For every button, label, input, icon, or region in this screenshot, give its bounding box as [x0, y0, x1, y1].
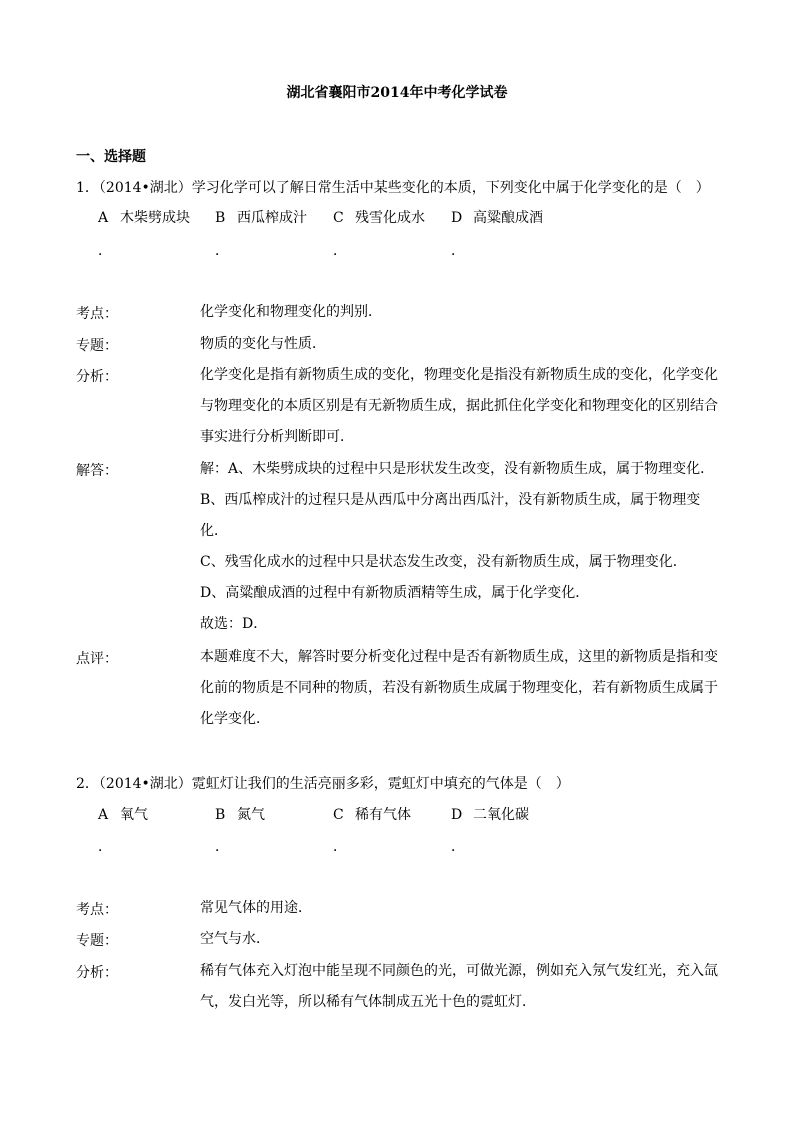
dianping-line: 本题难度不大，解答时要分析变化过程中是否有新物质生成，这里的新物质是指和变 — [200, 649, 718, 665]
fenxi-label: 分析： — [76, 369, 118, 385]
kaodian-label: 考点： — [76, 902, 118, 918]
option-letter: C — [333, 210, 344, 226]
question-2-option-c[interactable] — [333, 804, 411, 824]
option-letter: D — [451, 210, 463, 226]
zhuanti-content: 物质的变化与性质． — [200, 336, 326, 352]
option-letter: B — [215, 807, 226, 823]
fenxi-line: 与物理变化的本质区别是有无新物质生成，据此抓住化学变化和物理变化的区别结合 — [200, 398, 718, 414]
option-letter: A — [98, 807, 109, 823]
option-text: 氧气 — [120, 807, 148, 823]
question-2-option-a[interactable] — [98, 804, 148, 824]
option-dot: ． — [333, 839, 347, 855]
option-dot: ． — [215, 243, 229, 259]
option-dot: ． — [98, 839, 112, 855]
section-heading: 一、选择题 — [76, 149, 146, 165]
fenxi-line: 稀有气体充入灯泡中能呈现不同颜色的光，可做光源，例如充入氖气发红光，充入氙 — [200, 963, 718, 979]
option-letter: C — [333, 807, 344, 823]
jieda-line: 故选：D． — [200, 616, 268, 632]
option-letter: A — [98, 210, 109, 226]
option-text: 二氧化碳 — [473, 807, 529, 823]
option-text: 残雪化成水 — [355, 210, 425, 226]
kaodian-content: 化学变化和物理变化的判别． — [200, 304, 382, 320]
fenxi-content — [200, 360, 720, 453]
option-text: 木柴劈成块 — [120, 210, 190, 226]
zhuanti-label: 专题： — [76, 933, 118, 949]
option-dot: ． — [333, 243, 347, 259]
question-1-option-b[interactable] — [215, 207, 307, 227]
jieda-line: D、高粱酿成酒的过程中有新物质酒精等生成，属于化学变化． — [200, 585, 590, 601]
question-2-option-d[interactable] — [451, 804, 529, 824]
option-dot: ． — [451, 243, 465, 259]
zhuanti-content: 空气与水． — [200, 931, 270, 947]
jieda-line: 化． — [200, 523, 228, 539]
dianping-label: 点评： — [76, 651, 118, 667]
option-text: 稀有气体 — [355, 807, 411, 823]
option-text: 西瓜榨成汁 — [237, 210, 307, 226]
page-title: 湖北省襄阳市2014年中考化学试卷 — [286, 85, 508, 101]
fenxi-label: 分析： — [76, 965, 118, 981]
jieda-line: 解：A、木柴劈成块的过程中只是形状发生改变，没有新物质生成，属于物理变化． — [200, 461, 715, 477]
fenxi-line: 事实进行分析判断即可． — [200, 429, 354, 445]
fenxi-line: 气，发白光等，所以稀有气体制成五光十色的霓虹灯． — [200, 994, 536, 1010]
option-letter: B — [215, 210, 226, 226]
dianping-line: 化前的物质是不同种的物质，若没有新物质生成属于物理变化，若有新物质生成属于 — [200, 680, 718, 696]
kaodian-label: 考点： — [76, 306, 118, 322]
question-1-option-d[interactable] — [451, 207, 543, 227]
option-text: 高粱酿成酒 — [473, 210, 543, 226]
zhuanti-label: 专题： — [76, 338, 118, 354]
question-1-stem: 1．（2014•湖北）学习化学可以了解日常生活中某些变化的本质，下列变化中属于化学变化的是（ ） — [76, 180, 710, 196]
option-letter: D — [451, 807, 463, 823]
question-1-option-c[interactable] — [333, 207, 425, 227]
question-2-stem: 2．（2014•湖北）霓虹灯让我们的生活亮丽多彩，霓虹灯中填充的气体是（ ） — [76, 776, 570, 792]
option-text: 氮气 — [237, 807, 265, 823]
jieda-line: C、残雪化成水的过程中只是状态发生改变，没有新物质生成，属于物理变化． — [200, 554, 687, 570]
jieda-content — [200, 454, 720, 640]
dianping-line: 化学变化． — [200, 711, 270, 727]
kaodian-content: 常见气体的用途． — [200, 900, 312, 916]
option-dot: ． — [215, 839, 229, 855]
question-2-option-b[interactable] — [215, 804, 265, 824]
dianping-content — [200, 642, 720, 735]
question-1-option-a[interactable] — [98, 207, 190, 227]
jieda-label: 解答： — [76, 463, 118, 479]
option-dot: ． — [451, 839, 465, 855]
jieda-line: B、西瓜榨成汁的过程只是从西瓜中分离出西瓜汁，没有新物质生成，属于物理变 — [200, 492, 701, 508]
fenxi-content — [200, 956, 720, 1018]
option-dot: ． — [98, 243, 112, 259]
fenxi-line: 化学变化是指有新物质生成的变化，物理变化是指没有新物质生成的变化，化学变化 — [200, 367, 718, 383]
